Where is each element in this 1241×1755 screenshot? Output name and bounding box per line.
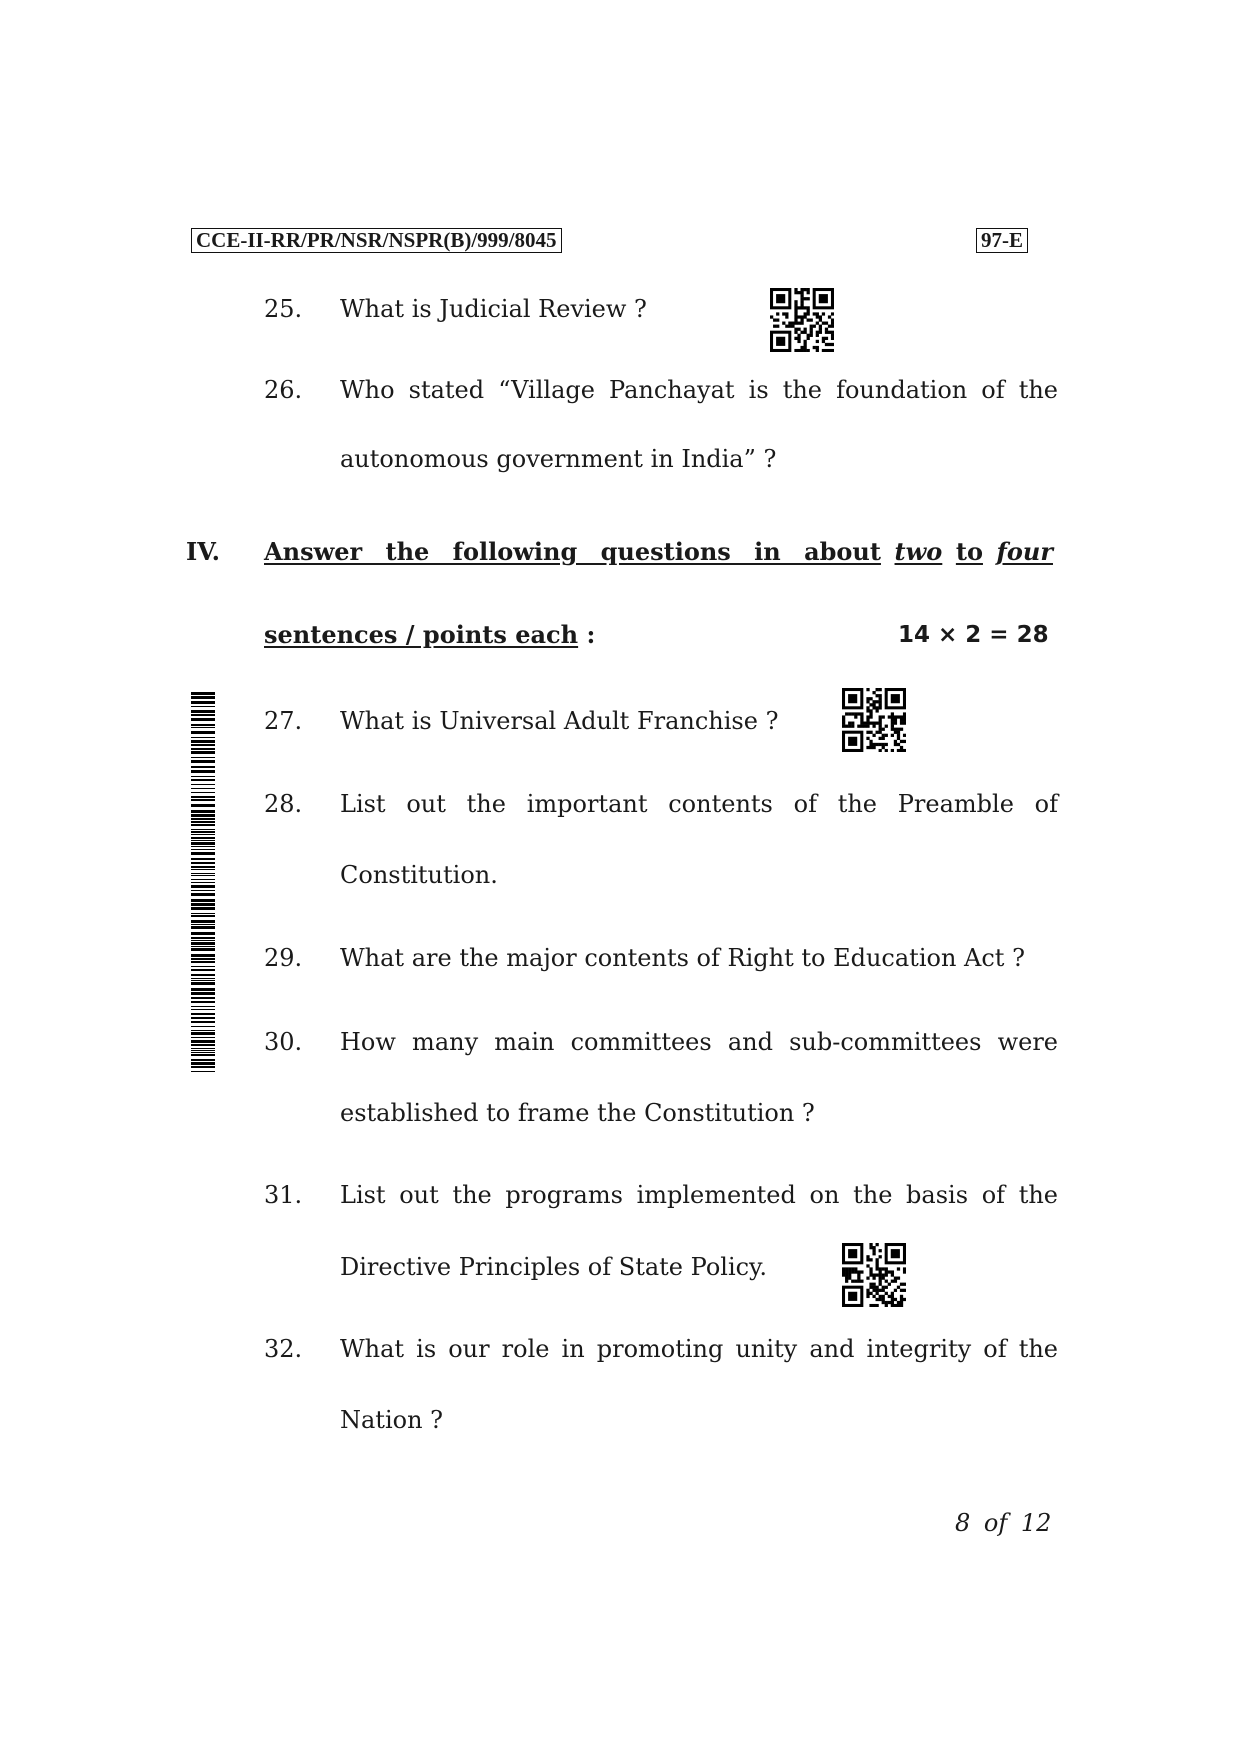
instruction-colon: : — [586, 620, 596, 649]
instruction-word: two — [894, 537, 943, 566]
question-text: List out the important contents of the Preamble of — [340, 790, 1058, 818]
question-text-continued: Constitution. — [340, 861, 498, 889]
instruction-word: to — [955, 537, 983, 566]
series-code: 97-E — [976, 228, 1028, 253]
qr-code-icon — [842, 688, 906, 752]
instruction-text: sentences / points each — [264, 620, 579, 649]
question-text: What is our role in promoting unity and integrity of the — [340, 1335, 1058, 1363]
question-text-continued: autonomous government in India” ? — [340, 445, 777, 473]
question-text: Who stated “Village Panchayat is the foundation of the — [340, 376, 1058, 404]
question-text-continued: Directive Principles of State Policy. — [340, 1253, 768, 1281]
question-number: 27. — [264, 707, 303, 735]
question-number: 32. — [264, 1335, 303, 1363]
question-number: 28. — [264, 790, 303, 818]
question-text: What are the major contents of Right to Education Act ? — [340, 944, 1025, 972]
question-number: 30. — [264, 1028, 303, 1056]
section-instruction-continued — [264, 621, 595, 649]
section-instruction — [264, 538, 1053, 566]
question-text: What is Universal Adult Franchise ? — [340, 707, 779, 735]
section-number: IV. — [186, 537, 221, 566]
qr-code-icon — [770, 288, 834, 352]
question-text-continued: Nation ? — [340, 1406, 444, 1434]
question-number: 31. — [264, 1181, 303, 1209]
page-number: 8 of 12 — [955, 1509, 1052, 1537]
question-number: 25. — [264, 295, 303, 323]
question-number: 29. — [264, 944, 303, 972]
question-text: What is Judicial Review ? — [340, 295, 647, 323]
qr-code-icon — [842, 1243, 906, 1307]
section-marks: 14 × 2 = 28 — [898, 622, 1049, 648]
barcode-icon — [191, 692, 215, 1072]
question-text: List out the programs implemented on the basis of the — [340, 1181, 1058, 1209]
question-text: How many main committees and sub-committees were — [340, 1028, 1058, 1056]
question-number: 26. — [264, 376, 303, 404]
instruction-text: Answer the following questions in about — [264, 537, 881, 566]
paper-code: CCE-II-RR/PR/NSR/NSPR(B)/999/8045 — [191, 228, 562, 253]
instruction-word: four — [996, 537, 1053, 566]
question-text-continued: established to frame the Constitution ? — [340, 1099, 815, 1127]
